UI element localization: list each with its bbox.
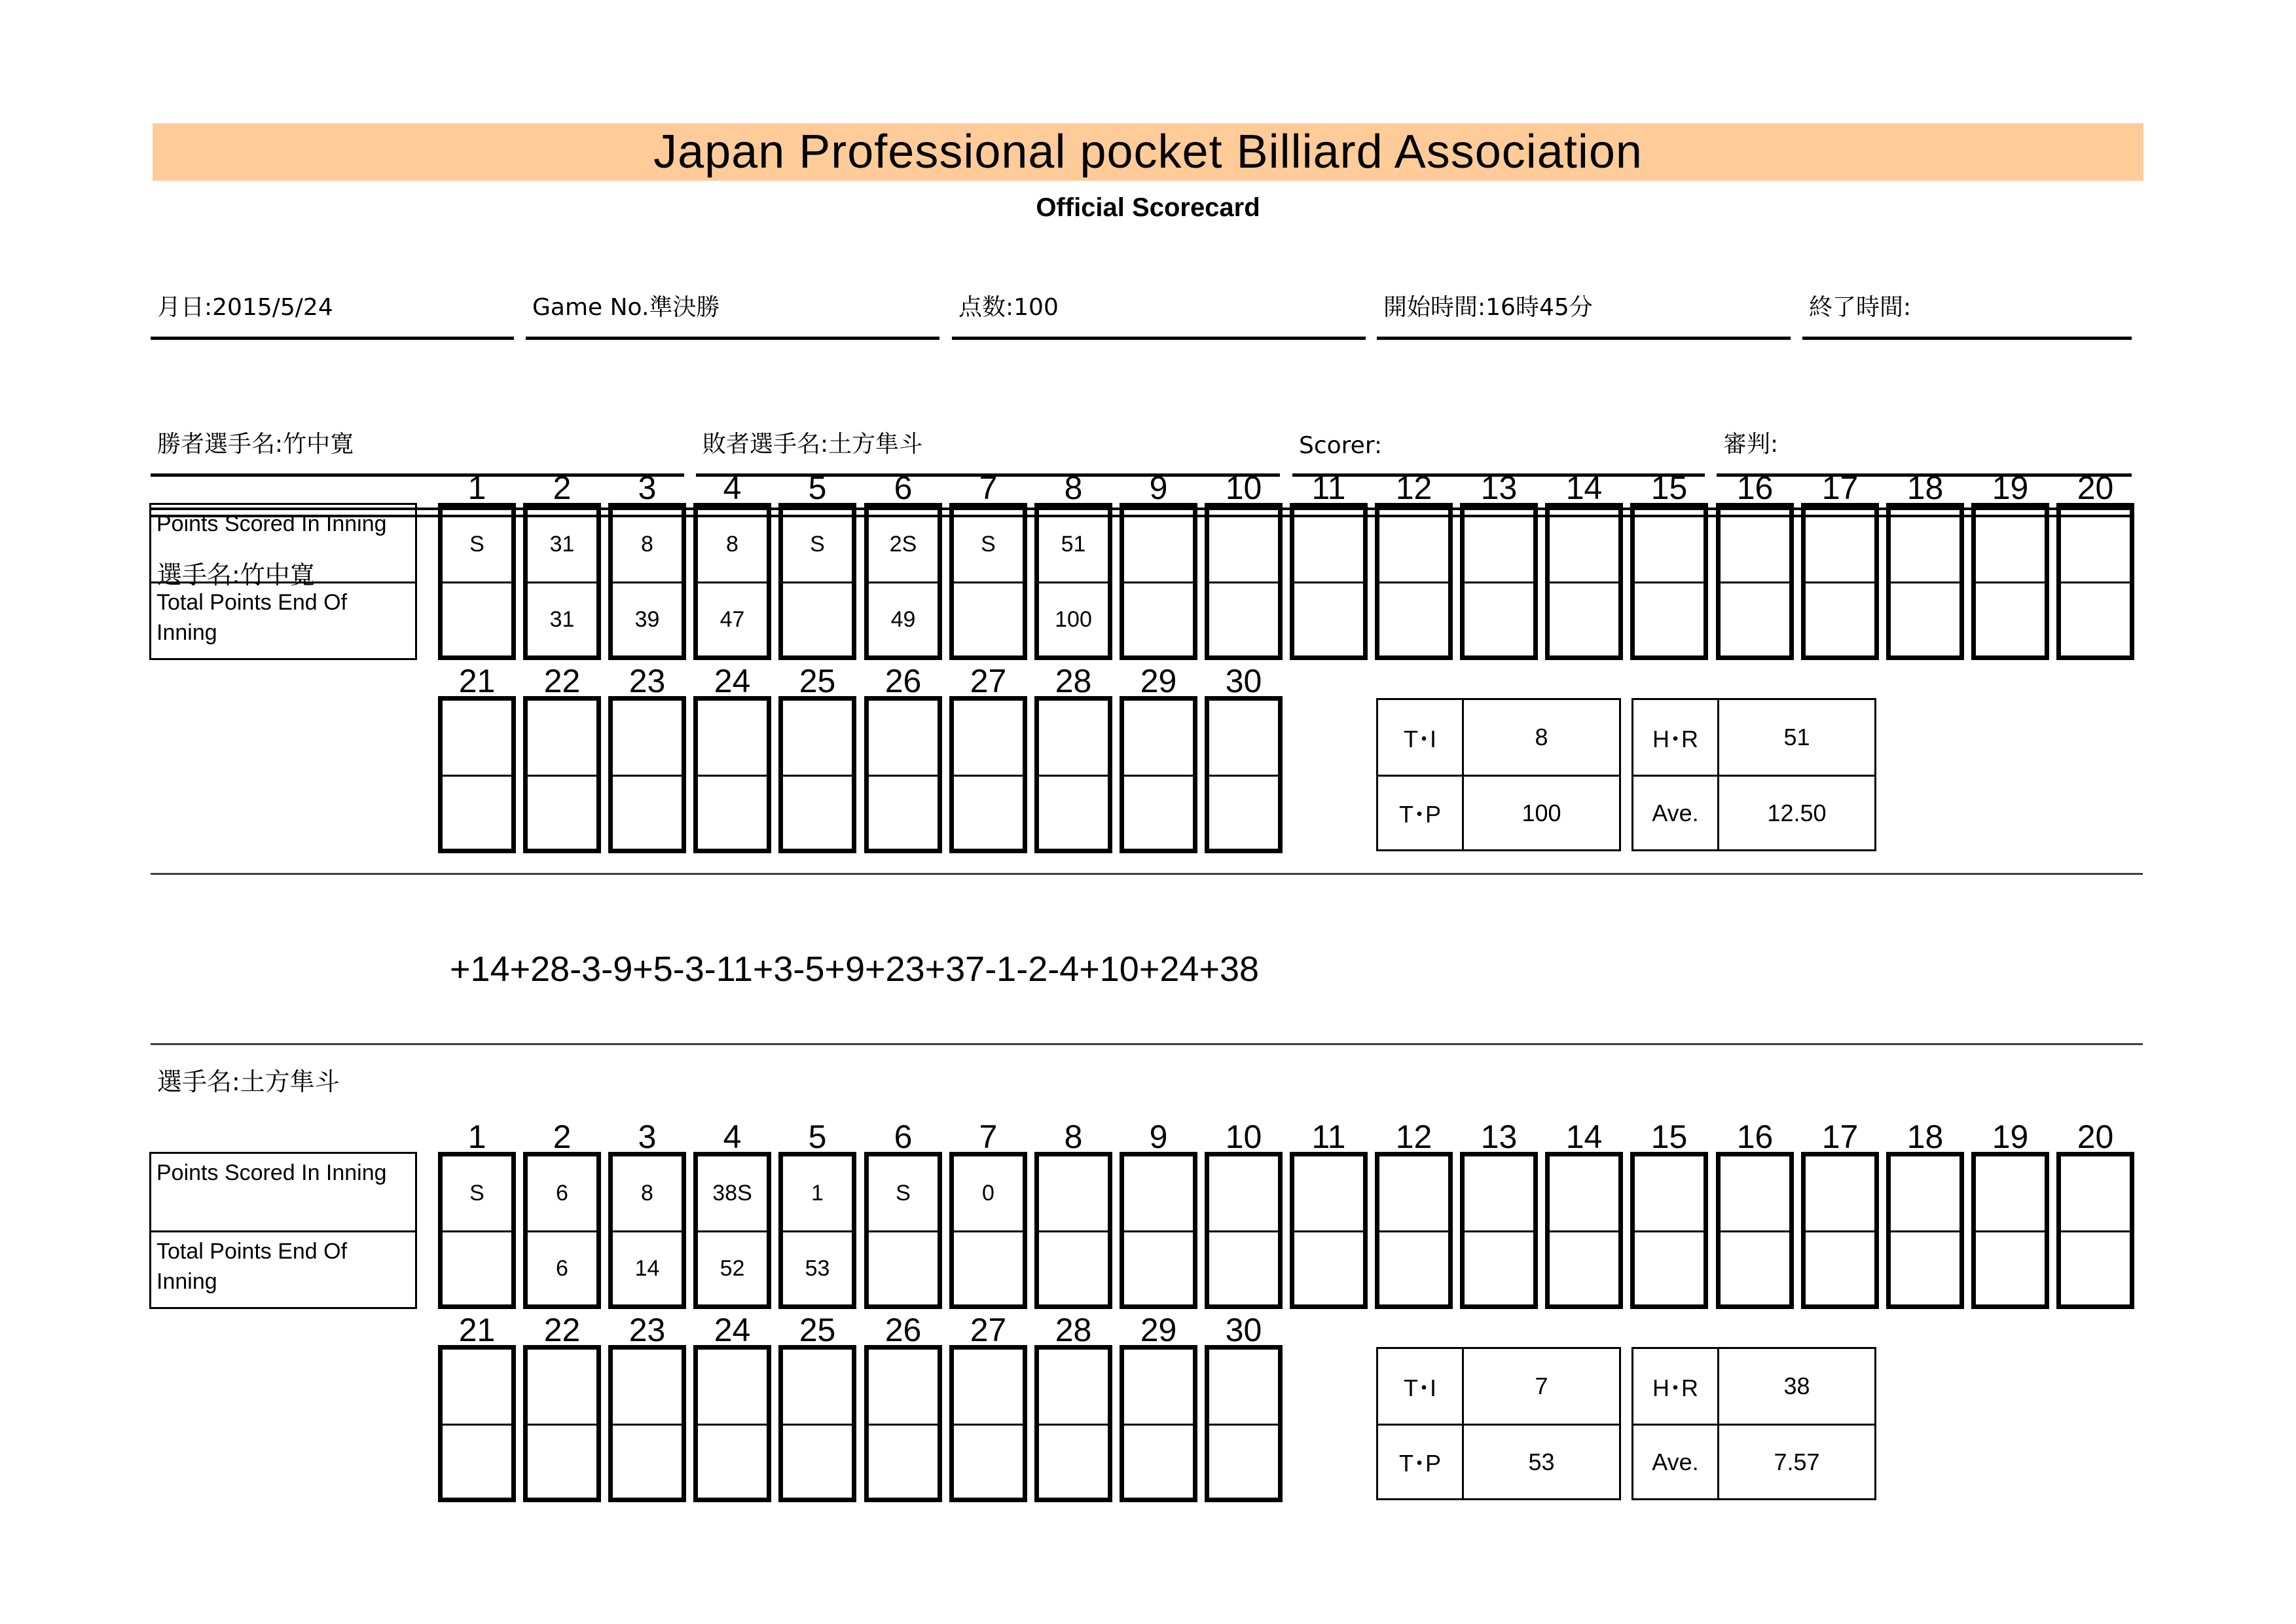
inning-total-points[interactable] xyxy=(528,1424,596,1498)
game-no-field[interactable]: Game No.準決勝 xyxy=(526,262,939,340)
inning-box[interactable] xyxy=(949,1152,1027,1309)
section-separator-1 xyxy=(151,873,2143,875)
inning-number: 17 xyxy=(1821,470,1859,506)
inning-points-scored[interactable] xyxy=(1976,507,2045,581)
inning-total-points[interactable] xyxy=(1891,1230,1959,1304)
inning-total-points[interactable]: 49 xyxy=(869,581,938,655)
scorer-field[interactable]: Scorer: xyxy=(1292,399,1705,477)
inning-number: 2 xyxy=(553,1118,572,1155)
inning-total-points[interactable] xyxy=(1209,1424,1278,1498)
inning-box[interactable] xyxy=(1120,503,1197,660)
inning-points-scored[interactable] xyxy=(1550,507,1618,581)
inning-total-points[interactable]: 100 xyxy=(1039,581,1108,655)
inning-box[interactable] xyxy=(438,696,516,853)
inning-points-scored[interactable] xyxy=(1891,1156,1959,1230)
inning-number: 5 xyxy=(808,1118,827,1155)
inning-box[interactable] xyxy=(1205,1345,1283,1502)
inning-points-scored[interactable]: S xyxy=(810,532,825,557)
inning-points-scored[interactable] xyxy=(1379,507,1448,581)
inning-points-scored[interactable] xyxy=(1039,1350,1108,1424)
inning-total-points[interactable] xyxy=(869,775,938,849)
inning-number: 23 xyxy=(629,1312,666,1348)
inning-number: 5 xyxy=(808,470,827,506)
inning-total-points[interactable] xyxy=(443,1230,511,1304)
inning-number: 30 xyxy=(1225,663,1262,699)
inning-total-points[interactable] xyxy=(783,775,852,849)
referee-field[interactable]: 審判: xyxy=(1717,399,2132,477)
inning-number: 3 xyxy=(638,1118,657,1155)
inning-number: 22 xyxy=(543,663,581,699)
inning-points-scored[interactable] xyxy=(1379,1156,1448,1230)
inning-total-points[interactable] xyxy=(1550,1230,1618,1304)
inning-points-scored[interactable]: 8 xyxy=(641,1181,653,1206)
inning-box[interactable] xyxy=(1375,503,1453,660)
inning-number: 29 xyxy=(1140,1312,1177,1348)
total-innings-value: 7 xyxy=(1535,1373,1548,1399)
inning-total-points[interactable] xyxy=(1124,581,1193,655)
inning-box[interactable] xyxy=(1290,1152,1368,1309)
inning-points-scored[interactable]: 1 xyxy=(811,1181,824,1206)
stats-box-highrun-average xyxy=(1631,1347,1876,1500)
inning-box[interactable] xyxy=(1545,503,1623,660)
inning-box[interactable] xyxy=(1630,503,1708,660)
inning-box[interactable] xyxy=(608,1345,686,1502)
inning-total-points[interactable] xyxy=(1891,581,1959,655)
inning-box[interactable] xyxy=(438,1152,516,1309)
inning-points-scored[interactable] xyxy=(954,1350,1023,1424)
inning-points-scored[interactable] xyxy=(1635,507,1704,581)
inning-box[interactable] xyxy=(1120,1152,1197,1309)
inning-number: 4 xyxy=(723,1118,742,1155)
inning-number: 18 xyxy=(1906,470,1944,506)
inning-box[interactable] xyxy=(1801,503,1879,660)
inning-points-scored[interactable] xyxy=(1124,507,1193,581)
inning-points-scored[interactable]: 8 xyxy=(641,532,653,557)
inning-points-scored[interactable] xyxy=(1976,1156,2045,1230)
inning-box[interactable] xyxy=(864,1345,942,1502)
inning-total-points[interactable] xyxy=(1209,775,1278,849)
inning-points-scored[interactable] xyxy=(869,1350,938,1424)
inning-number: 10 xyxy=(1225,1118,1262,1155)
inning-number: 13 xyxy=(1480,470,1518,506)
inning-points-scored[interactable]: 8 xyxy=(726,532,738,557)
inning-total-points[interactable] xyxy=(954,1424,1023,1498)
inning-total-points[interactable] xyxy=(1635,581,1704,655)
high-run-label: H･R xyxy=(1633,1349,1719,1424)
inning-points-scored[interactable] xyxy=(1209,507,1278,581)
inning-box[interactable] xyxy=(778,503,856,660)
inning-points-scored[interactable] xyxy=(783,701,852,775)
inning-points-scored[interactable] xyxy=(613,701,682,775)
inning-total-points[interactable]: 14 xyxy=(613,1230,682,1304)
inning-total-points[interactable] xyxy=(443,1424,511,1498)
points-field[interactable]: 点数:100 xyxy=(952,262,1366,340)
inning-total-points[interactable] xyxy=(1635,1230,1704,1304)
inning-number: 23 xyxy=(629,663,666,699)
date-field[interactable]: 月日:2015/5/24 xyxy=(151,262,514,340)
inning-total-points[interactable] xyxy=(1465,1230,1533,1304)
inning-box[interactable] xyxy=(608,503,686,660)
inning-points-scored[interactable] xyxy=(1465,1156,1533,1230)
inning-points-scored[interactable]: 2S xyxy=(889,532,917,557)
loser-name-field[interactable]: 敗者選手名:土方隼斗 xyxy=(696,399,1280,477)
inning-points-scored[interactable] xyxy=(1721,1156,1789,1230)
inning-number: 14 xyxy=(1565,470,1603,506)
inning-number: 25 xyxy=(799,1312,836,1348)
inning-total-points[interactable] xyxy=(698,775,767,849)
inning-number: 19 xyxy=(1992,1118,2029,1155)
inning-total-points[interactable] xyxy=(2061,581,2130,655)
inning-total-points[interactable] xyxy=(869,1230,938,1304)
inning-number: 30 xyxy=(1225,1312,1262,1348)
inning-total-points[interactable] xyxy=(1124,775,1193,849)
inning-number: 29 xyxy=(1140,663,1177,699)
start-time-field[interactable]: 開始時間:16時45分 xyxy=(1377,262,1791,340)
inning-box[interactable] xyxy=(1034,1345,1112,1502)
inning-number: 10 xyxy=(1225,470,1262,506)
inning-total-points[interactable] xyxy=(1379,1230,1448,1304)
high-run-value: 51 xyxy=(1783,724,1810,750)
inning-total-points[interactable] xyxy=(1039,1424,1108,1498)
inning-points-scored[interactable] xyxy=(1124,1350,1193,1424)
average-value: 12.50 xyxy=(1767,799,1827,826)
inning-number: 2 xyxy=(553,470,572,506)
inning-number: 19 xyxy=(1992,470,2029,506)
inning-number: 8 xyxy=(1064,470,1083,506)
inning-points-scored[interactable] xyxy=(954,701,1023,775)
average-value: 7.57 xyxy=(1774,1448,1820,1475)
inning-box[interactable] xyxy=(1205,696,1283,853)
inning-total-points[interactable] xyxy=(1039,1230,1108,1304)
inning-total-points[interactable] xyxy=(613,1424,682,1498)
inning-number: 4 xyxy=(723,470,742,506)
inning-total-points[interactable] xyxy=(1976,581,2045,655)
inning-box[interactable] xyxy=(1971,503,2049,660)
inning-points-scored[interactable] xyxy=(528,1350,596,1424)
inning-points-scored[interactable] xyxy=(1550,1156,1618,1230)
inning-number: 21 xyxy=(458,1312,496,1348)
inning-number: 14 xyxy=(1565,1118,1603,1155)
inning-points-scored[interactable]: S xyxy=(896,1181,911,1206)
inning-box[interactable] xyxy=(864,696,942,853)
inning-box[interactable] xyxy=(1801,1152,1879,1309)
inning-box[interactable] xyxy=(523,1345,601,1502)
inning-number: 20 xyxy=(2077,1118,2114,1155)
inning-total-points[interactable] xyxy=(1806,1230,1874,1304)
inning-total-points[interactable] xyxy=(869,1424,938,1498)
inning-total-points[interactable] xyxy=(1209,1230,1278,1304)
inning-number: 9 xyxy=(1149,470,1168,506)
inning-box[interactable] xyxy=(523,503,601,660)
inning-box[interactable] xyxy=(1460,503,1538,660)
inning-box[interactable] xyxy=(1545,1152,1623,1309)
points-scored-label: Points Scored In Inning xyxy=(156,1160,387,1185)
inning-number: 27 xyxy=(970,1312,1007,1348)
inning-number: 6 xyxy=(894,1118,913,1155)
inning-number: 9 xyxy=(1149,1118,1168,1155)
inning-points-scored[interactable] xyxy=(1209,701,1278,775)
inning-number: 11 xyxy=(1311,470,1346,506)
inning-total-points[interactable] xyxy=(1209,581,1278,655)
end-time-field[interactable]: 終了時間: xyxy=(1802,262,2132,340)
stats-box-innings-points xyxy=(1376,1347,1621,1500)
inning-number: 16 xyxy=(1736,1118,1774,1155)
inning-total-points[interactable] xyxy=(954,581,1023,655)
inning-total-points[interactable] xyxy=(613,775,682,849)
inning-box[interactable] xyxy=(949,1345,1027,1502)
inning-number: 21 xyxy=(458,663,496,699)
winner-name-field[interactable]: 勝者選手名:竹中寛 xyxy=(151,399,684,477)
inning-box[interactable] xyxy=(693,696,771,853)
inning-box[interactable] xyxy=(1716,503,1794,660)
inning-points-scored[interactable]: 0 xyxy=(982,1181,994,1206)
inning-number: 16 xyxy=(1736,470,1774,506)
average-label: Ave. xyxy=(1633,777,1719,849)
inning-box[interactable] xyxy=(864,1152,942,1309)
inning-points-scored[interactable]: 6 xyxy=(556,1181,568,1206)
inning-total-points[interactable] xyxy=(443,581,511,655)
inning-total-points[interactable] xyxy=(1294,1230,1363,1304)
total-points-stat-value: 100 xyxy=(1522,799,1561,826)
inning-points-scored[interactable] xyxy=(1721,507,1789,581)
inning-total-points[interactable] xyxy=(1806,581,1874,655)
inning-number: 8 xyxy=(1064,1118,1083,1155)
inning-number: 24 xyxy=(714,1312,751,1348)
total-points-label: Total Points End Of Inning xyxy=(151,1230,415,1307)
inning-total-points[interactable]: 39 xyxy=(613,581,682,655)
inning-points-scored[interactable] xyxy=(1465,507,1533,581)
inning-points-scored[interactable] xyxy=(2061,507,2130,581)
inning-box[interactable] xyxy=(949,503,1027,660)
inning-number: 12 xyxy=(1395,1118,1432,1155)
inning-points-scored[interactable]: 38S xyxy=(712,1181,752,1206)
inning-points-scored[interactable] xyxy=(1124,701,1193,775)
inning-total-points[interactable] xyxy=(954,775,1023,849)
inning-points-scored[interactable] xyxy=(1294,1156,1363,1230)
inning-number: 12 xyxy=(1395,470,1432,506)
inning-total-points[interactable] xyxy=(1039,775,1108,849)
inning-points-scored[interactable] xyxy=(1635,1156,1704,1230)
inning-number: 27 xyxy=(970,663,1007,699)
total-points-stat-label: T･P xyxy=(1378,777,1464,849)
inning-box[interactable] xyxy=(1034,696,1112,853)
inning-number: 17 xyxy=(1821,1118,1859,1155)
inning-box[interactable] xyxy=(608,696,686,853)
inning-total-points[interactable] xyxy=(783,1424,852,1498)
inning-points-scored[interactable] xyxy=(1039,1156,1108,1230)
inning-box[interactable] xyxy=(1034,1152,1112,1309)
inning-points-scored[interactable] xyxy=(443,1350,511,1424)
inning-points-scored[interactable] xyxy=(1039,701,1108,775)
inning-total-points[interactable] xyxy=(2061,1230,2130,1304)
inning-total-points[interactable]: 6 xyxy=(528,1230,596,1304)
inning-box[interactable] xyxy=(1886,1152,1964,1309)
inning-total-points[interactable]: 47 xyxy=(698,581,767,655)
inning-number: 18 xyxy=(1906,1118,1944,1155)
inning-number: 20 xyxy=(2077,470,2114,506)
inning-number: 15 xyxy=(1650,470,1688,506)
inning-points-scored[interactable] xyxy=(1209,1350,1278,1424)
inning-points-scored[interactable]: S xyxy=(981,532,996,557)
inning-box[interactable] xyxy=(1120,1345,1197,1502)
inning-points-scored[interactable] xyxy=(1806,1156,1874,1230)
inning-total-points[interactable]: 31 xyxy=(528,581,596,655)
inning-points-scored[interactable] xyxy=(698,701,767,775)
inning-box[interactable] xyxy=(949,696,1027,853)
inning-box[interactable] xyxy=(438,503,516,660)
inning-total-points[interactable]: 53 xyxy=(783,1230,852,1304)
inning-box[interactable] xyxy=(778,1345,856,1502)
inning-points-scored[interactable] xyxy=(443,701,511,775)
inning-total-points[interactable] xyxy=(1465,581,1533,655)
inning-total-points[interactable] xyxy=(1124,1230,1193,1304)
inning-points-scored[interactable]: 31 xyxy=(549,532,575,557)
inning-number: 26 xyxy=(884,1312,922,1348)
inning-box[interactable] xyxy=(523,1152,601,1309)
inning-box[interactable] xyxy=(1120,696,1197,853)
inning-box[interactable] xyxy=(2056,503,2134,660)
player-name-label: 選手名:竹中寛 xyxy=(157,561,315,589)
inning-box[interactable] xyxy=(1375,1152,1453,1309)
inning-number: 13 xyxy=(1480,1118,1518,1155)
inning-box[interactable] xyxy=(1886,503,1964,660)
inning-box[interactable] xyxy=(1205,1152,1283,1309)
inning-box[interactable] xyxy=(778,696,856,853)
inning-box[interactable] xyxy=(1290,503,1368,660)
inning-box[interactable] xyxy=(778,1152,856,1309)
inning-box[interactable] xyxy=(438,1345,516,1502)
inning-total-points[interactable] xyxy=(443,775,511,849)
inning-box[interactable] xyxy=(1034,503,1112,660)
total-innings-label: T･I xyxy=(1378,700,1464,775)
inning-points-scored[interactable]: S xyxy=(469,532,484,557)
inning-points-scored[interactable] xyxy=(528,701,596,775)
inning-number: 28 xyxy=(1055,1312,1092,1348)
inning-box[interactable] xyxy=(693,503,771,660)
inning-total-points[interactable] xyxy=(783,581,852,655)
inning-box[interactable] xyxy=(608,1152,686,1309)
inning-box[interactable] xyxy=(523,696,601,853)
high-run-value: 38 xyxy=(1783,1373,1810,1399)
inning-total-points[interactable] xyxy=(528,775,596,849)
inning-box[interactable] xyxy=(693,1152,771,1309)
inning-total-points[interactable] xyxy=(1550,581,1618,655)
total-points-stat-value: 53 xyxy=(1528,1448,1555,1475)
row-label-box xyxy=(149,503,417,660)
inning-points-scored[interactable] xyxy=(613,1350,682,1424)
inning-number: 1 xyxy=(467,1118,486,1155)
page-subtitle: Official Scorecard xyxy=(1036,193,1260,222)
inning-number: 11 xyxy=(1311,1118,1346,1155)
total-points-label: Total Points End Of Inning xyxy=(151,581,415,658)
inning-number: 26 xyxy=(884,663,922,699)
inning-total-points[interactable] xyxy=(1379,581,1448,655)
inning-total-points[interactable] xyxy=(954,1230,1023,1304)
inning-box[interactable] xyxy=(2056,1152,2134,1309)
inning-number: 3 xyxy=(638,470,657,506)
inning-box[interactable] xyxy=(864,503,942,660)
page-title: Japan Professional pocket Billiard Association xyxy=(653,126,1643,178)
inning-number: 28 xyxy=(1055,663,1092,699)
inning-points-scored[interactable] xyxy=(1209,1156,1278,1230)
inning-box[interactable] xyxy=(1205,503,1283,660)
title-band xyxy=(153,123,2143,181)
inning-points-scored[interactable] xyxy=(869,701,938,775)
inning-points-scored[interactable] xyxy=(1294,507,1363,581)
section-separator-2 xyxy=(151,1043,2143,1045)
inning-box[interactable] xyxy=(1630,1152,1708,1309)
inning-points-scored[interactable]: S xyxy=(469,1181,484,1206)
player-name-label: 選手名:土方隼斗 xyxy=(157,1067,340,1096)
total-innings-value: 8 xyxy=(1535,724,1548,750)
inning-points-scored[interactable] xyxy=(1124,1156,1193,1230)
inning-points-scored[interactable] xyxy=(1806,507,1874,581)
inning-number: 1 xyxy=(467,470,486,506)
inning-number: 7 xyxy=(979,470,998,506)
high-run-label: H･R xyxy=(1633,700,1719,775)
inning-points-scored[interactable]: 51 xyxy=(1061,532,1086,557)
inning-box[interactable] xyxy=(1460,1152,1538,1309)
row-label-box xyxy=(149,1152,417,1309)
inning-number: 6 xyxy=(894,470,913,506)
inning-total-points[interactable] xyxy=(1721,581,1789,655)
inning-points-scored[interactable] xyxy=(2061,1156,2130,1230)
inning-points-scored[interactable] xyxy=(783,1350,852,1424)
inning-points-scored[interactable] xyxy=(698,1350,767,1424)
score-difference-formula: +14+28-3-9+5-3-11+3-5+9+23+37-1-2-4+10+24+38 xyxy=(450,950,1260,989)
inning-number: 24 xyxy=(714,663,751,699)
inning-total-points[interactable] xyxy=(1124,1424,1193,1498)
stats-box-innings-points xyxy=(1376,698,1621,851)
total-innings-label: T･I xyxy=(1378,1349,1464,1424)
total-points-stat-label: T･P xyxy=(1378,1426,1464,1498)
average-label: Ave. xyxy=(1633,1426,1719,1498)
inning-number: 7 xyxy=(979,1118,998,1155)
inning-total-points[interactable] xyxy=(1294,581,1363,655)
inning-total-points[interactable] xyxy=(1976,1230,2045,1304)
inning-number: 25 xyxy=(799,663,836,699)
inning-total-points[interactable]: 52 xyxy=(698,1230,767,1304)
inning-box[interactable] xyxy=(1716,1152,1794,1309)
points-scored-label: Points Scored In Inning xyxy=(156,511,387,536)
inning-box[interactable] xyxy=(693,1345,771,1502)
inning-total-points[interactable] xyxy=(1721,1230,1789,1304)
inning-number: 15 xyxy=(1650,1118,1688,1155)
inning-points-scored[interactable] xyxy=(1891,507,1959,581)
stats-box-highrun-average xyxy=(1631,698,1876,851)
inning-total-points[interactable] xyxy=(698,1424,767,1498)
inning-number: 22 xyxy=(543,1312,581,1348)
inning-box[interactable] xyxy=(1971,1152,2049,1309)
